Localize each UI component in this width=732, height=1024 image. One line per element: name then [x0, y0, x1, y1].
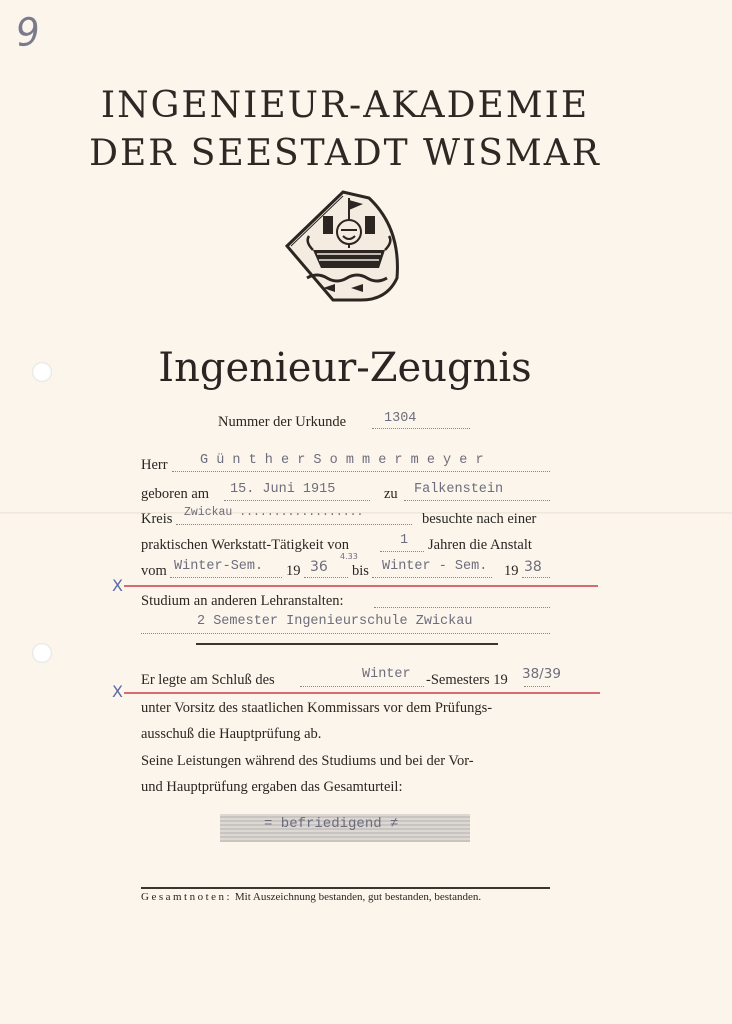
birthplace-label: zu: [384, 486, 398, 502]
margin-x-mark-1: X: [112, 576, 123, 595]
institution-title-line1: INGENIEUR-AKADEMIE: [100, 85, 590, 126]
document-title: Ingenieur-Zeugnis: [158, 345, 532, 391]
exam-line-2: unter Vorsitz des staatlichen Kommissars vor dem Prüfungs-: [141, 700, 493, 716]
from-year-line: [304, 577, 348, 578]
practical-text: praktischen Werkstatt-Tätigkeit von: [141, 537, 349, 553]
to-semester-line: [372, 577, 492, 578]
handwritten-page-number: 9: [13, 8, 43, 56]
from-semester-line: [170, 577, 282, 578]
punch-hole-bottom: [32, 643, 52, 663]
born-label: geboren am: [141, 486, 210, 502]
from-semester: Winter-Sem.: [174, 559, 264, 574]
red-underline-1: [124, 585, 598, 587]
footer-label: Gesamtnoten:: [141, 891, 233, 903]
performance-line-1: Seine Leistungen während des Studiums und bei der Vor-: [141, 753, 474, 769]
birthplace-line: [404, 500, 550, 501]
other-studies-line-1: [374, 607, 550, 608]
exam-text-start: Er legte am Schluß des: [141, 672, 275, 688]
exam-line-3: ausschuß die Hauptprüfung ab.: [141, 726, 322, 742]
overall-grade: = befriedigend ≠: [264, 816, 399, 832]
name-line: [172, 471, 550, 472]
from-year: 36: [310, 559, 328, 575]
from-century: 19: [286, 563, 301, 579]
exam-year: 38/39: [522, 666, 561, 682]
red-underline-2: [124, 692, 600, 694]
from-year-note: 4.33: [340, 552, 358, 561]
coat-of-arms-ship-icon: [283, 188, 405, 304]
district-line: [176, 524, 412, 525]
certificate-number-value: 1304: [384, 411, 417, 426]
footer-grades-note: [141, 891, 481, 903]
practical-years: 1: [400, 533, 409, 548]
to-century: 19: [504, 563, 519, 579]
footer-rule: [141, 887, 550, 889]
other-studies-line-2: [141, 633, 550, 634]
other-studies-strike-line: [196, 643, 498, 645]
institution-title-line2: DER SEESTADT WISMAR: [89, 133, 601, 174]
birthplace: Falkenstein: [414, 482, 504, 497]
years-text: Jahren die Anstalt: [428, 537, 532, 553]
certificate-number-label: Nummer der Urkunde: [218, 414, 347, 430]
exam-text-mid: -Semesters 19: [426, 672, 508, 688]
other-studies-label: Studium an anderen Lehranstalten:: [141, 593, 344, 609]
student-name: G ü n t h e r S o m m e r m e y e r: [200, 453, 484, 468]
to-year: 38: [524, 559, 542, 575]
attended-text: besuchte nach einer: [422, 511, 537, 527]
birth-date-line: [224, 500, 370, 501]
to-semester: Winter - Sem.: [382, 559, 488, 574]
footer-text: Mit Auszeichnung bestanden, gut bestanden, bestanden.: [234, 891, 482, 903]
paper-fold-line: [0, 512, 732, 514]
exam-year-line: [524, 686, 550, 687]
margin-x-mark-2: X: [112, 682, 123, 701]
exam-semester: Winter: [362, 667, 411, 682]
district-label: Kreis: [141, 511, 173, 527]
to-year-line: [522, 577, 550, 578]
herr-label: Herr: [141, 457, 168, 473]
performance-line-2: und Hauptprüfung ergaben das Gesamturteil:: [141, 779, 403, 795]
exam-semester-line: [300, 686, 424, 687]
district: Zwickau ..................: [184, 506, 364, 519]
from-label: vom: [141, 563, 167, 579]
birth-date: 15. Juni 1915: [230, 482, 336, 497]
other-studies-value: 2 Semester Ingenieurschule Zwickau: [197, 614, 473, 629]
to-label: bis: [352, 563, 369, 579]
certificate-number-line: [372, 428, 470, 429]
practical-years-line: [380, 551, 424, 552]
